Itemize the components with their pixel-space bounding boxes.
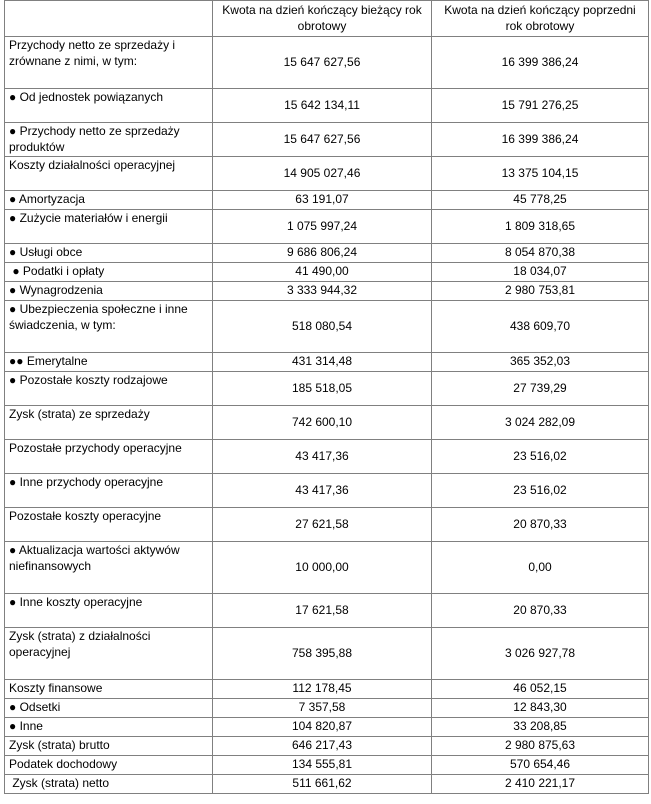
current-value: 41 490,00 bbox=[213, 263, 432, 282]
table-row bbox=[5, 699, 649, 718]
row-label: Przychody netto ze sprzedaży i zrównane z nimi, w tym: bbox=[5, 37, 213, 89]
header-previous-year: Kwota na dzień kończący poprzedni rok obrotowy bbox=[432, 1, 649, 37]
row-label: Zysk (strata) netto bbox=[5, 775, 213, 794]
previous-value: 15 791 276,25 bbox=[432, 89, 649, 123]
current-value: 1 075 997,24 bbox=[213, 210, 432, 244]
current-value: 17 621,58 bbox=[213, 594, 432, 628]
row-label: ● Wynagrodzenia bbox=[5, 282, 213, 301]
previous-value: 27 739,29 bbox=[432, 372, 649, 406]
table-row bbox=[5, 680, 649, 699]
previous-value: 20 870,33 bbox=[432, 594, 649, 628]
financial-table bbox=[4, 0, 649, 794]
table-row bbox=[5, 718, 649, 737]
table-row bbox=[5, 157, 649, 191]
previous-value: 16 399 386,24 bbox=[432, 37, 649, 89]
current-value: 518 080,54 bbox=[213, 301, 432, 353]
table-row bbox=[5, 89, 649, 123]
header-current-year: Kwota na dzień kończący bieżący rok obrotowy bbox=[213, 1, 432, 37]
current-value: 758 395,88 bbox=[213, 628, 432, 680]
table-row bbox=[5, 191, 649, 210]
row-label: ● Inne przychody operacyjne bbox=[5, 474, 213, 508]
row-label: Koszty finansowe bbox=[5, 680, 213, 699]
previous-value: 20 870,33 bbox=[432, 508, 649, 542]
current-value: 43 417,36 bbox=[213, 474, 432, 508]
row-label: Pozostałe przychody operacyjne bbox=[5, 440, 213, 474]
previous-value: 2 410 221,17 bbox=[432, 775, 649, 794]
row-label: ● Aktualizacja wartości aktywów niefinansowych bbox=[5, 542, 213, 594]
current-value: 431 314,48 bbox=[213, 353, 432, 372]
table-row bbox=[5, 737, 649, 756]
table-row bbox=[5, 594, 649, 628]
table-row bbox=[5, 263, 649, 282]
row-label: ● Inne koszty operacyjne bbox=[5, 594, 213, 628]
current-value: 27 621,58 bbox=[213, 508, 432, 542]
previous-value: 33 208,85 bbox=[432, 718, 649, 737]
current-value: 134 555,81 bbox=[213, 756, 432, 775]
row-label: ● Inne bbox=[5, 718, 213, 737]
previous-value: 365 352,03 bbox=[432, 353, 649, 372]
previous-value: 3 026 927,78 bbox=[432, 628, 649, 680]
previous-value: 8 054 870,38 bbox=[432, 244, 649, 263]
current-value: 104 820,87 bbox=[213, 718, 432, 737]
table-row bbox=[5, 406, 649, 440]
previous-value: 570 654,46 bbox=[432, 756, 649, 775]
row-label: ●● Emerytalne bbox=[5, 353, 213, 372]
row-label: ● Pozostałe koszty rodzajowe bbox=[5, 372, 213, 406]
previous-value: 23 516,02 bbox=[432, 474, 649, 508]
row-label: ● Odsetki bbox=[5, 699, 213, 718]
row-label: ● Podatki i opłaty bbox=[5, 263, 213, 282]
current-value: 112 178,45 bbox=[213, 680, 432, 699]
current-value: 742 600,10 bbox=[213, 406, 432, 440]
current-value: 185 518,05 bbox=[213, 372, 432, 406]
previous-value: 13 375 104,15 bbox=[432, 157, 649, 191]
current-value: 43 417,36 bbox=[213, 440, 432, 474]
table-row bbox=[5, 123, 649, 157]
table-row bbox=[5, 210, 649, 244]
previous-value: 2 980 753,81 bbox=[432, 282, 649, 301]
row-label: ● Zużycie materiałów i energii bbox=[5, 210, 213, 244]
previous-value: 16 399 386,24 bbox=[432, 123, 649, 157]
current-value: 15 647 627,56 bbox=[213, 37, 432, 89]
previous-value: 3 024 282,09 bbox=[432, 406, 649, 440]
previous-value: 45 778,25 bbox=[432, 191, 649, 210]
table-row bbox=[5, 353, 649, 372]
table-row bbox=[5, 372, 649, 406]
row-label: ● Od jednostek powiązanych bbox=[5, 89, 213, 123]
current-value: 15 642 134,11 bbox=[213, 89, 432, 123]
current-value: 646 217,43 bbox=[213, 737, 432, 756]
row-label: Zysk (strata) z działalności operacyjnej bbox=[5, 628, 213, 680]
row-label: ● Przychody netto ze sprzedaży produktów bbox=[5, 123, 213, 157]
current-value: 15 647 627,56 bbox=[213, 123, 432, 157]
current-value: 511 661,62 bbox=[213, 775, 432, 794]
header-empty bbox=[5, 1, 213, 37]
previous-value: 12 843,30 bbox=[432, 699, 649, 718]
current-value: 9 686 806,24 bbox=[213, 244, 432, 263]
row-label: Zysk (strata) brutto bbox=[5, 737, 213, 756]
current-value: 3 333 944,32 bbox=[213, 282, 432, 301]
table-row bbox=[5, 628, 649, 680]
previous-value: 2 980 875,63 bbox=[432, 737, 649, 756]
previous-value: 438 609,70 bbox=[432, 301, 649, 353]
row-label: Pozostałe koszty operacyjne bbox=[5, 508, 213, 542]
previous-value: 46 052,15 bbox=[432, 680, 649, 699]
previous-value: 1 809 318,65 bbox=[432, 210, 649, 244]
table-row bbox=[5, 474, 649, 508]
row-label: ● Ubezpieczenia społeczne i inne świadczenia, w tym: bbox=[5, 301, 213, 353]
table-row bbox=[5, 244, 649, 263]
row-label: ● Usługi obce bbox=[5, 244, 213, 263]
table-row bbox=[5, 440, 649, 474]
current-value: 7 357,58 bbox=[213, 699, 432, 718]
table-row bbox=[5, 37, 649, 89]
row-label: Koszty działalności operacyjnej bbox=[5, 157, 213, 191]
header-row bbox=[5, 1, 649, 37]
previous-value: 23 516,02 bbox=[432, 440, 649, 474]
table-row bbox=[5, 775, 649, 794]
table-row bbox=[5, 542, 649, 594]
row-label: Zysk (strata) ze sprzedaży bbox=[5, 406, 213, 440]
table-row bbox=[5, 301, 649, 353]
table-row bbox=[5, 282, 649, 301]
row-label: ● Amortyzacja bbox=[5, 191, 213, 210]
row-label: Podatek dochodowy bbox=[5, 756, 213, 775]
table-row bbox=[5, 756, 649, 775]
current-value: 10 000,00 bbox=[213, 542, 432, 594]
current-value: 63 191,07 bbox=[213, 191, 432, 210]
current-value: 14 905 027,46 bbox=[213, 157, 432, 191]
table-row bbox=[5, 508, 649, 542]
previous-value: 18 034,07 bbox=[432, 263, 649, 282]
previous-value: 0,00 bbox=[432, 542, 649, 594]
